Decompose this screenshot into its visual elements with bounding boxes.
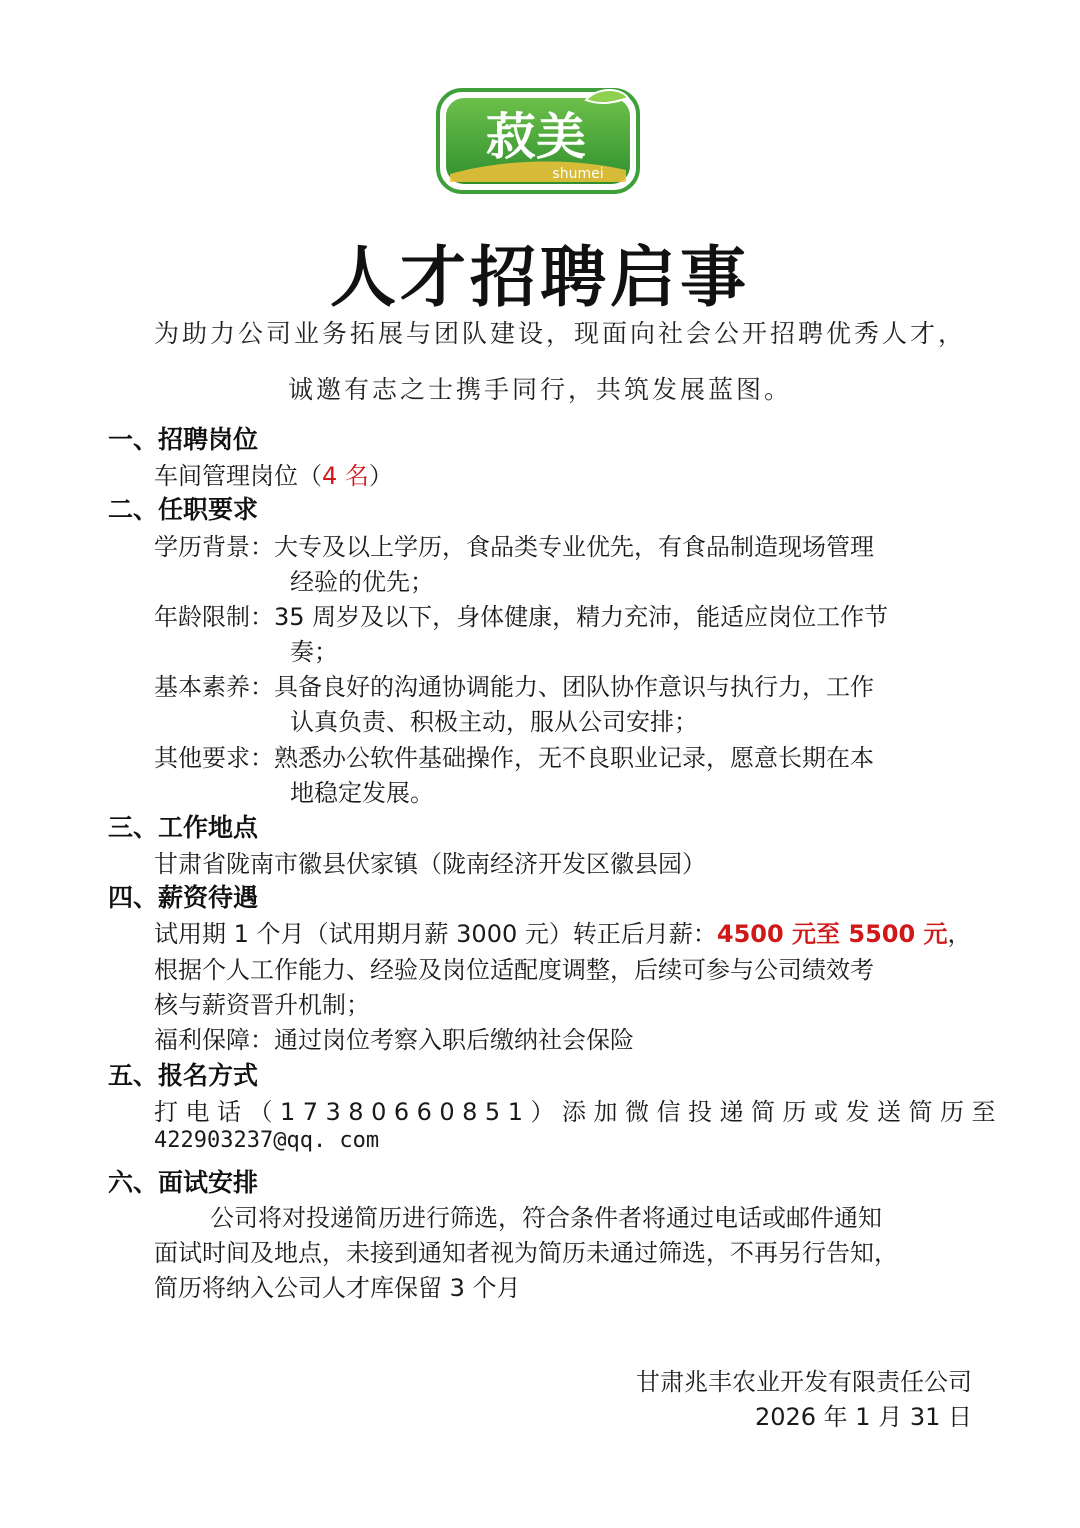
salary-suffix: ， — [947, 920, 972, 948]
req-age: 年龄限制：35 周岁及以下，身体健康，精力充沛，能适应岗位工作节 — [154, 603, 889, 631]
salary-prefix: 试用期 1 个月（试用期月薪 3000 元）转正后月薪： — [154, 920, 717, 948]
salary-line — [154, 914, 972, 949]
salary-adjust-cont: 核与薪资晋升机制； — [154, 991, 370, 1019]
req-quality: 基本素养：具备良好的沟通协调能力、团队协作意识与执行力，工作 — [154, 673, 874, 701]
salary-adjust: 根据个人工作能力、经验及岗位适配度调整，后续可参与公司绩效考 — [154, 956, 874, 984]
page-title: 人才招聘启事 — [330, 238, 750, 316]
position-line — [154, 456, 393, 491]
req-other: 其他要求：熟悉办公软件基础操作，无不良职业记录，愿意长期在本 — [154, 744, 874, 772]
contact-email: 422903237@qq. com — [154, 1128, 380, 1153]
intro-line-1: 为助力公司业务拓展与团队建设，现面向社会公开招聘优秀人才， — [153, 319, 966, 348]
salary-range: 4500 元至 5500 元 — [716, 920, 948, 948]
company-logo — [436, 84, 642, 196]
interview-line-3: 简历将纳入公司人才库保留 3 个月 — [154, 1274, 521, 1302]
position-end: ） — [368, 462, 393, 490]
section-heading-location: 三、工作地点 — [108, 813, 259, 842]
section-heading-apply: 五、报名方式 — [108, 1061, 259, 1090]
req-education-cont: 经验的优先； — [290, 568, 434, 596]
position-count: 4 名 — [322, 462, 369, 490]
section-heading-salary: 四、薪资待遇 — [108, 883, 259, 912]
work-address: 甘肃省陇南市徽县伏家镇（陇南经济开发区徽县园） — [154, 850, 706, 878]
section-heading-interview: 六、面试安排 — [108, 1168, 259, 1197]
intro-line-2: 诚邀有志之士携手同行，共筑发展蓝图。 — [287, 375, 792, 404]
contact-line: 打电话（17380660851）添加微信投递简历或发送简历至 — [154, 1098, 1003, 1126]
interview-line-1: 公司将对投递简历进行筛选，符合条件者将通过电话或邮件通知 — [210, 1204, 882, 1232]
company-name: 甘肃兆丰农业开发有限责任公司 — [636, 1368, 972, 1396]
issue-date: 2026 年 1 月 31 日 — [754, 1403, 972, 1431]
section-heading-requirements: 二、任职要求 — [108, 495, 259, 524]
interview-line-2: 面试时间及地点，未接到通知者视为简历未通过筛选，不再另行告知， — [154, 1239, 898, 1267]
req-other-cont: 地稳定发展。 — [290, 779, 434, 807]
position-name: 车间管理岗位（ — [154, 462, 322, 490]
req-education: 学历背景：大专及以上学历，食品类专业优先，有食品制造现场管理 — [154, 533, 874, 561]
logo-text: 菽美 — [486, 108, 586, 166]
req-age-cont: 奏； — [290, 638, 338, 666]
req-quality-cont: 认真负责、积极主动，服从公司安排； — [290, 708, 698, 736]
section-heading-positions: 一、招聘岗位 — [108, 425, 259, 454]
welfare-line: 福利保障：通过岗位考察入职后缴纳社会保险 — [154, 1026, 634, 1054]
logo-subtext: shumei — [552, 166, 604, 182]
